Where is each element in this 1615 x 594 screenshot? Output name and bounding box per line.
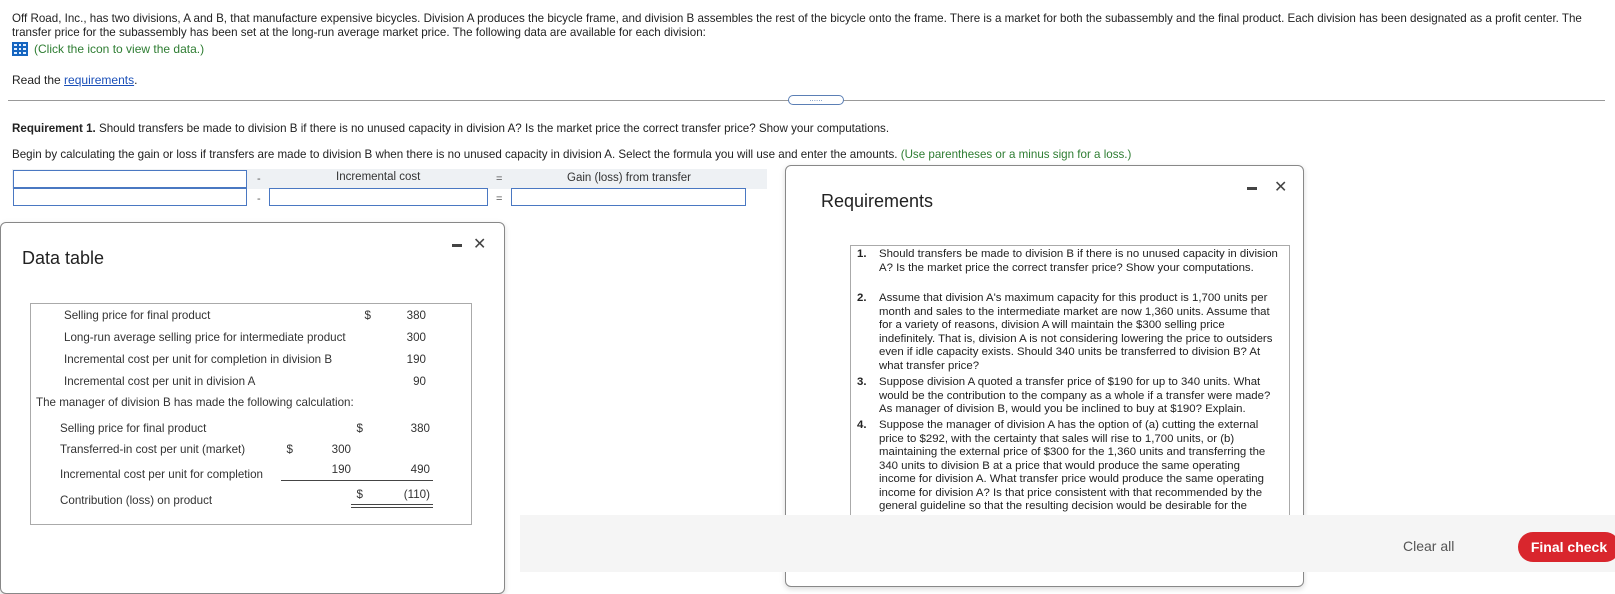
currency-symbol: $ [364, 309, 371, 322]
calc-row-label: Transferred-in cost per unit (market) [60, 443, 246, 456]
amount-input-2[interactable] [269, 188, 488, 206]
equals-sign: = [496, 173, 503, 185]
data-table-title: Data table [22, 248, 105, 268]
gain-loss-input[interactable] [511, 188, 746, 206]
calc-row-subvalue: 190 [331, 463, 351, 476]
minimize-icon[interactable] [452, 244, 462, 247]
manager-calc-intro: The manager of division B has made the following calculation: [36, 396, 354, 409]
formula-label-input-left[interactable] [13, 170, 247, 188]
clear-all-button[interactable]: Clear all [1403, 538, 1455, 554]
instructions: Begin by calculating the gain or loss if transfers are made to division B when there is no unused capacity in division A. Select the formula you will use and enter the amounts. (Use parentheses or a minus sign for a loss.) [12, 148, 1132, 161]
loss-hint: (Use parentheses or a minus sign for a loss.) [900, 148, 1132, 161]
calc-row-label: Incremental cost per unit for completion [60, 468, 263, 481]
calc-row-label: Contribution (loss) on product [60, 494, 213, 507]
currency-symbol: $ [286, 443, 293, 456]
close-icon[interactable]: ✕ [473, 236, 487, 253]
requirements-list [850, 245, 1290, 543]
calc-row-subvalue: 300 [331, 443, 351, 456]
read-requirements: Read the requirements. [12, 73, 138, 87]
data-row-value: 90 [413, 375, 426, 388]
data-table [30, 303, 472, 525]
view-data-label[interactable]: (Click the icon to view the data.) [34, 42, 205, 56]
calc-row-label: Selling price for final product [60, 422, 207, 435]
subtotal-underline [281, 480, 353, 481]
requirements-title: Requirements [821, 191, 934, 211]
problem-intro: Off Road, Inc., has two divisions, A and B, that manufacture expensive bicycles. Division A produces the bicycle frame, and division B assembles the rest of the bicycle onto the frame. There is a market for both the subassembly and the final product. Each division has been designated as a profit center. The transfer price for the subassembly has been set at the long-run average market price. The following data are available for each division: [12, 12, 1582, 39]
calc-row-value: 490 [410, 463, 430, 476]
incremental-cost-header: Incremental cost [336, 171, 421, 183]
view-data-link[interactable] [12, 42, 204, 56]
data-row-label: Incremental cost per unit in division A [64, 375, 256, 388]
gain-loss-header: Gain (loss) from transfer [567, 172, 691, 184]
final-check-button[interactable]: Final check [1518, 532, 1615, 562]
double-underline [351, 504, 433, 505]
data-table-icon[interactable] [12, 42, 28, 56]
minus-sign: - [257, 173, 261, 185]
requirement-item: 3. Suppose division A quoted a transfer price of $190 for up to 340 units. What would be the contribution to the company as a whole if a transfer were made? As manager of division B, would you be inclined to buy at $190? Explain. [857, 376, 1271, 415]
minus-sign-2: - [257, 193, 261, 205]
double-underline [351, 507, 433, 508]
data-row-label: Long-run average selling price for intermediate product [64, 331, 346, 344]
total-underline [351, 480, 433, 481]
data-row-label: Incremental cost per unit for completion in division B [64, 353, 333, 366]
minimize-icon[interactable] [1247, 187, 1257, 190]
currency-symbol: $ [356, 422, 363, 435]
data-row-value: 380 [406, 309, 426, 322]
requirements-link[interactable]: requirements [64, 73, 135, 87]
data-row-label: Selling price for final product [64, 309, 211, 322]
requirement-item: 4. Suppose the manager of division A has the option of (a) cutting the external price to $292, with the certainty that sales will rise to 1,700 units, or (b) maintaining the external price of $300 for the 1,360 units and transferring the 340 units to division B at a price that would produce the same operating income for division A. What transfer price would produce the same operating income for division A? Is that price consistent with that recommended by the general guideline so that the resulting decision would be desirable for the [857, 419, 1266, 512]
requirement-item: 2. Assume that division A's maximum capacity for this product is 1,700 units per month and sales to the intermediate market are now 1,360 units. Assume that for a variety of reasons, division A will maintain the $300 selling price indefinitely. That is, division A is not considering lowering the price to outsiders even if idle capacity exists. Should 340 units be transferred to division B? At what transfer price? [857, 292, 1273, 372]
close-icon[interactable]: ✕ [1274, 179, 1288, 196]
data-row-value: 190 [406, 353, 426, 366]
calc-row-value: 380 [410, 422, 430, 435]
data-row-value: 300 [406, 331, 426, 344]
contribution-value: (110) [403, 488, 430, 501]
requirement-1-prompt: Requirement 1. Should transfers be made to division B if there is no unused capacity in division A? Is the market price the correct transfer price? Show your computations. [12, 122, 890, 135]
currency-symbol: $ [356, 488, 363, 501]
divider-handle[interactable]: ...... [788, 95, 844, 105]
equals-sign-2: = [496, 193, 503, 205]
requirement-item: 1. Should transfers be made to division B if there is no unused capacity in division A? Is the market price the correct transfer price? Show your computations. [857, 248, 1278, 274]
amount-input-1[interactable] [13, 188, 247, 206]
